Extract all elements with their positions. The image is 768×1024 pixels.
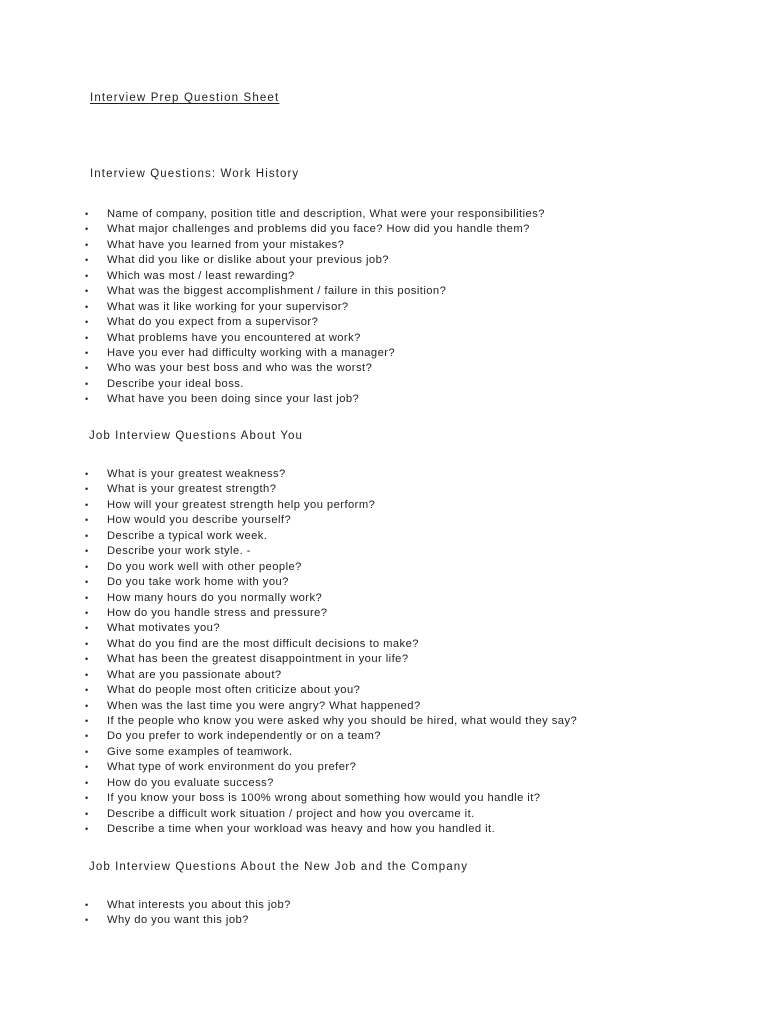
bullet-icon: • <box>85 607 89 618</box>
question-text: Describe a time when your workload was heavy and how you handled it. <box>107 823 496 836</box>
section-heading-about-you: Job Interview Questions About You <box>89 430 304 442</box>
question-text: Have you ever had difficulty working with a manager? <box>107 346 396 359</box>
bullet-icon: • <box>85 777 89 788</box>
question-text: What has been the greatest disappointment in your life? <box>107 653 409 666</box>
bullet-icon: • <box>85 561 89 572</box>
question-text: If the people who know you were asked why you should be hired, what would they say? <box>107 715 578 727</box>
bullet-icon: • <box>85 915 89 926</box>
question-text: Do you work well with other people? <box>107 560 302 573</box>
question-text: What do you find are the most difficult decisions to make? <box>107 637 419 650</box>
bullet-icon: • <box>85 731 89 742</box>
question-text: How many hours do you normally work? <box>107 591 323 604</box>
bullet-icon: • <box>85 224 89 235</box>
bullet-icon: • <box>85 669 89 680</box>
question-text: What motivates you? <box>107 622 221 635</box>
question-text: How will your greatest strength help you perform? <box>107 498 376 511</box>
question-text: What have you been doing since your last job? <box>107 393 360 406</box>
question-text: Which was most / least rewarding? <box>107 269 295 282</box>
bullet-icon: • <box>85 700 89 711</box>
question-text: Why do you want this job? <box>107 914 249 927</box>
section-heading-new-job-company: Job Interview Questions About the New Job and the Company <box>89 861 469 873</box>
section-heading-work-history: Interview Questions: Work History <box>90 168 300 180</box>
bullet-icon: • <box>85 301 89 312</box>
bullet-icon: • <box>85 546 89 557</box>
bullet-icon: • <box>85 716 89 726</box>
question-text: What do you expect from a supervisor? <box>107 316 319 329</box>
bullet-icon: • <box>85 239 89 250</box>
question-text: What is your greatest strength? <box>107 483 277 496</box>
bullet-icon: • <box>85 286 89 297</box>
question-text: When was the last time you were angry? What happened? <box>107 699 421 712</box>
bullet-icon: • <box>85 515 89 526</box>
question-text: What was the biggest accomplishment / failure in this position? <box>107 285 447 298</box>
question-text: What type of work environment do you prefer? <box>107 761 357 774</box>
bullet-icon: • <box>85 638 89 649</box>
bullet-icon: • <box>85 685 89 696</box>
bullet-icon: • <box>85 762 89 773</box>
question-text: What major challenges and problems did you face? How did you handle them? <box>107 223 530 236</box>
bullet-icon: • <box>85 793 89 804</box>
document-title: Interview Prep Question Sheet <box>90 92 280 104</box>
question-text: Do you take work home with you? <box>107 576 289 589</box>
question-text: How do you handle stress and pressure? <box>107 606 328 619</box>
bullet-icon: • <box>85 900 89 910</box>
bullet-icon: • <box>85 530 89 541</box>
question-text: Describe your ideal boss. <box>107 377 244 390</box>
bullet-icon: • <box>85 332 89 343</box>
bullet-icon: • <box>85 824 89 835</box>
question-text: How do you evaluate success? <box>107 776 274 789</box>
question-text: What interests you about this job? <box>107 899 291 911</box>
bullet-icon: • <box>85 378 89 389</box>
question-text: What do people most often criticize about you? <box>107 684 361 697</box>
question-text: Do you prefer to work independently or on a team? <box>107 730 381 743</box>
question-text: Describe your work style. - <box>107 545 251 558</box>
question-text: What was it like working for your supervisor? <box>107 300 349 313</box>
bullet-icon: • <box>85 469 89 479</box>
question-text: Give some examples of teamwork. <box>107 745 293 758</box>
bullet-icon: • <box>85 592 89 603</box>
bullet-icon: • <box>85 270 89 281</box>
question-text: What have you learned from your mistakes? <box>107 238 345 251</box>
bullet-icon: • <box>85 499 89 510</box>
question-text: What is your greatest weakness? <box>107 468 286 480</box>
bullet-icon: • <box>85 347 89 358</box>
question-text: Name of company, position title and description, What were your responsibilities? <box>107 208 545 220</box>
question-text: What are you passionate about? <box>107 668 282 681</box>
bullet-icon: • <box>85 484 89 495</box>
bullet-icon: • <box>85 654 89 665</box>
bullet-icon: • <box>85 255 89 266</box>
question-text: If you know your boss is 100% wrong about something how would you handle it? <box>107 792 541 805</box>
question-text: Who was your best boss and who was the worst? <box>107 362 373 375</box>
question-text: What problems have you encountered at work? <box>107 331 361 344</box>
bullet-icon: • <box>85 808 89 819</box>
question-text: How would you describe yourself? <box>107 514 292 527</box>
bullet-icon: • <box>85 577 89 588</box>
bullet-icon: • <box>85 209 89 219</box>
question-text: Describe a typical work week. <box>107 529 268 542</box>
bullet-icon: • <box>85 363 89 374</box>
bullet-icon: • <box>85 317 89 328</box>
question-text: Describe a difficult work situation / project and how you overcame it. <box>107 807 475 820</box>
bullet-icon: • <box>85 746 89 757</box>
bullet-icon: • <box>85 394 89 405</box>
bullet-icon: • <box>85 623 89 634</box>
question-text: What did you like or dislike about your previous job? <box>107 254 389 267</box>
